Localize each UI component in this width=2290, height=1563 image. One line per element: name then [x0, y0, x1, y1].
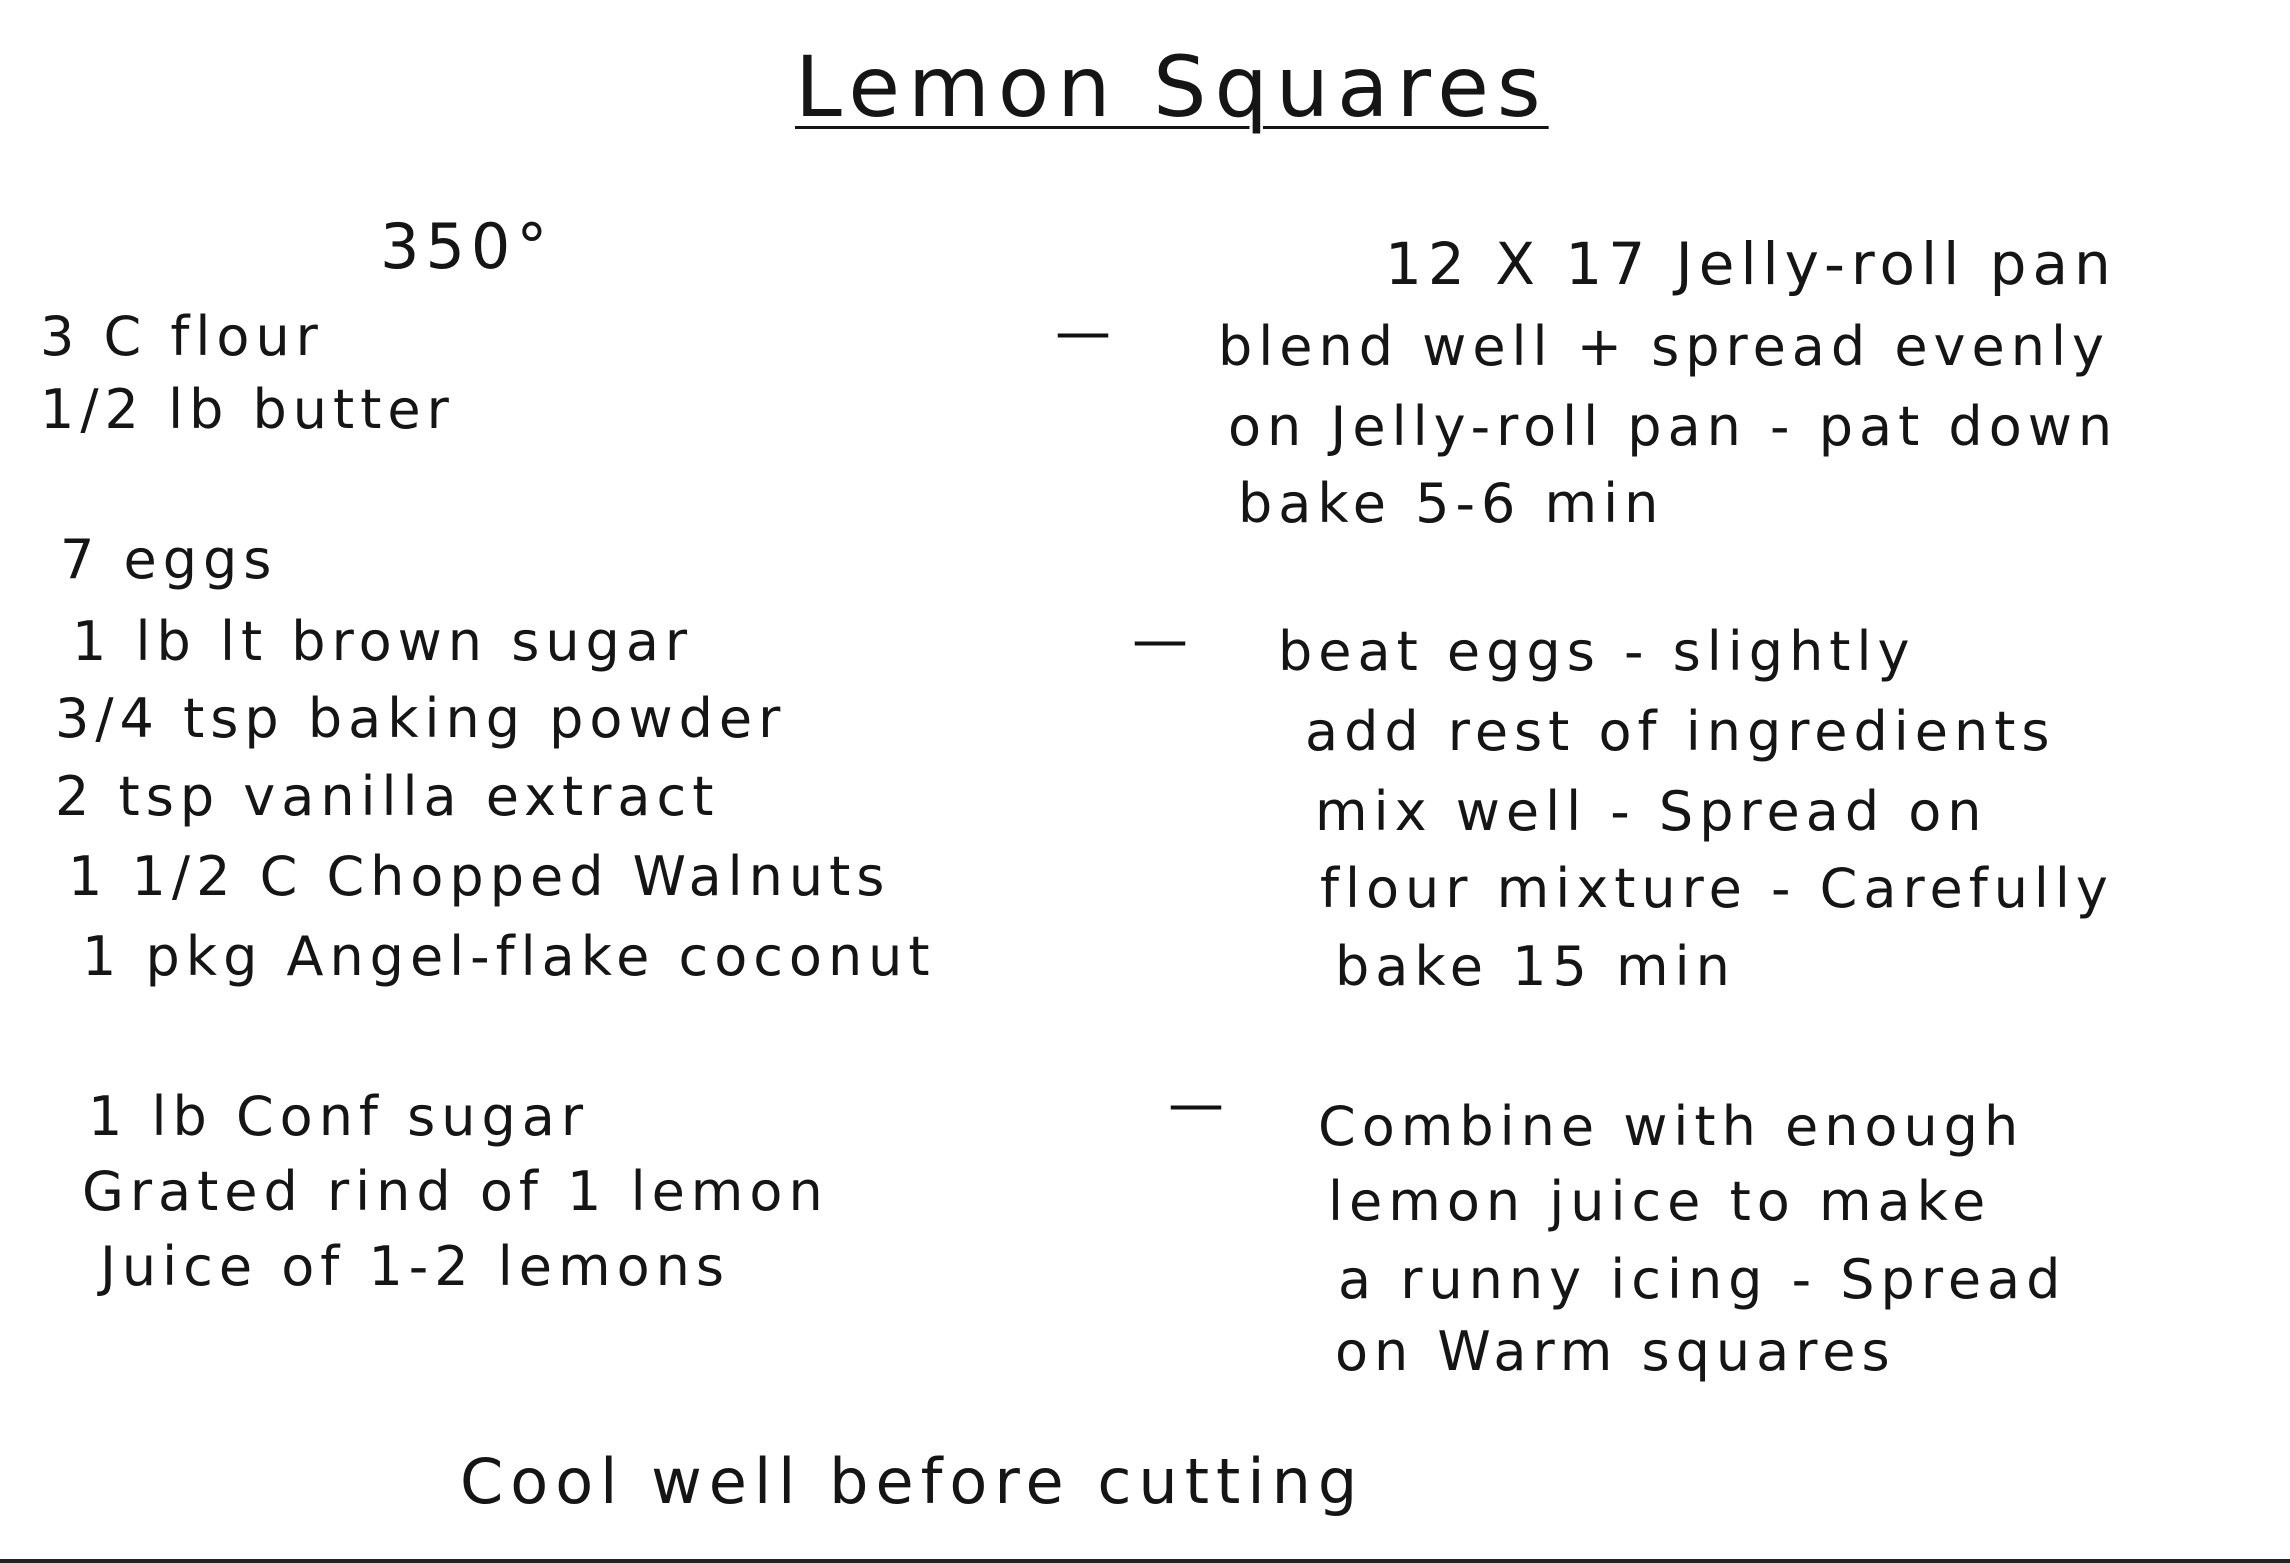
ingredient-line: 7 eggs [60, 528, 278, 591]
instruction-line: a runny icing - Spread [1338, 1248, 2067, 1311]
section-dash: — [1132, 608, 1188, 673]
ingredient-line: Grated rind of 1 lemon [82, 1160, 829, 1223]
ingredient-line: 1/2 lb butter [40, 378, 455, 441]
section-dash: — [1055, 300, 1111, 365]
ingredient-line: 3/4 tsp baking powder [55, 687, 787, 750]
ingredient-line: 1 lb lt brown sugar [72, 610, 694, 673]
instruction-line: beat eggs - slightly [1278, 620, 1916, 683]
section-dash: — [1168, 1072, 1224, 1137]
ingredient-line: Juice of 1-2 lemons [100, 1235, 731, 1298]
instruction-line: bake 5-6 min [1238, 472, 1665, 535]
ingredient-line: 3 C flour [40, 305, 324, 368]
instruction-line: Combine with enough [1318, 1095, 2025, 1158]
ingredient-line: 1 lb Conf sugar [88, 1085, 590, 1148]
ingredient-line: 1 1/2 C Chopped Walnuts [68, 845, 891, 908]
instruction-line: on Jelly-roll pan - pat down [1228, 395, 2119, 458]
instruction-line: add rest of ingredients [1305, 700, 2056, 763]
closing-note: Cool well before cutting [460, 1445, 1365, 1518]
instruction-line: flour mixture - Carefully [1320, 857, 2114, 920]
instruction-line: bake 15 min [1335, 935, 1736, 998]
instruction-line: on Warm squares [1335, 1320, 1896, 1383]
ingredient-line: 2 tsp vanilla extract [55, 765, 720, 828]
pan-size: 12 X 17 Jelly-roll pan [1385, 230, 2117, 298]
instruction-line: blend well + spread evenly [1218, 315, 2110, 378]
instruction-line: mix well - Spread on [1315, 780, 1988, 843]
ingredient-line: 1 pkg Angel-flake coconut [82, 925, 936, 988]
recipe-title: Lemon Squares [795, 38, 1549, 136]
oven-temperature: 350° [380, 210, 554, 283]
bottom-edge-line [0, 1559, 2290, 1563]
instruction-line: lemon juice to make [1328, 1170, 1992, 1233]
